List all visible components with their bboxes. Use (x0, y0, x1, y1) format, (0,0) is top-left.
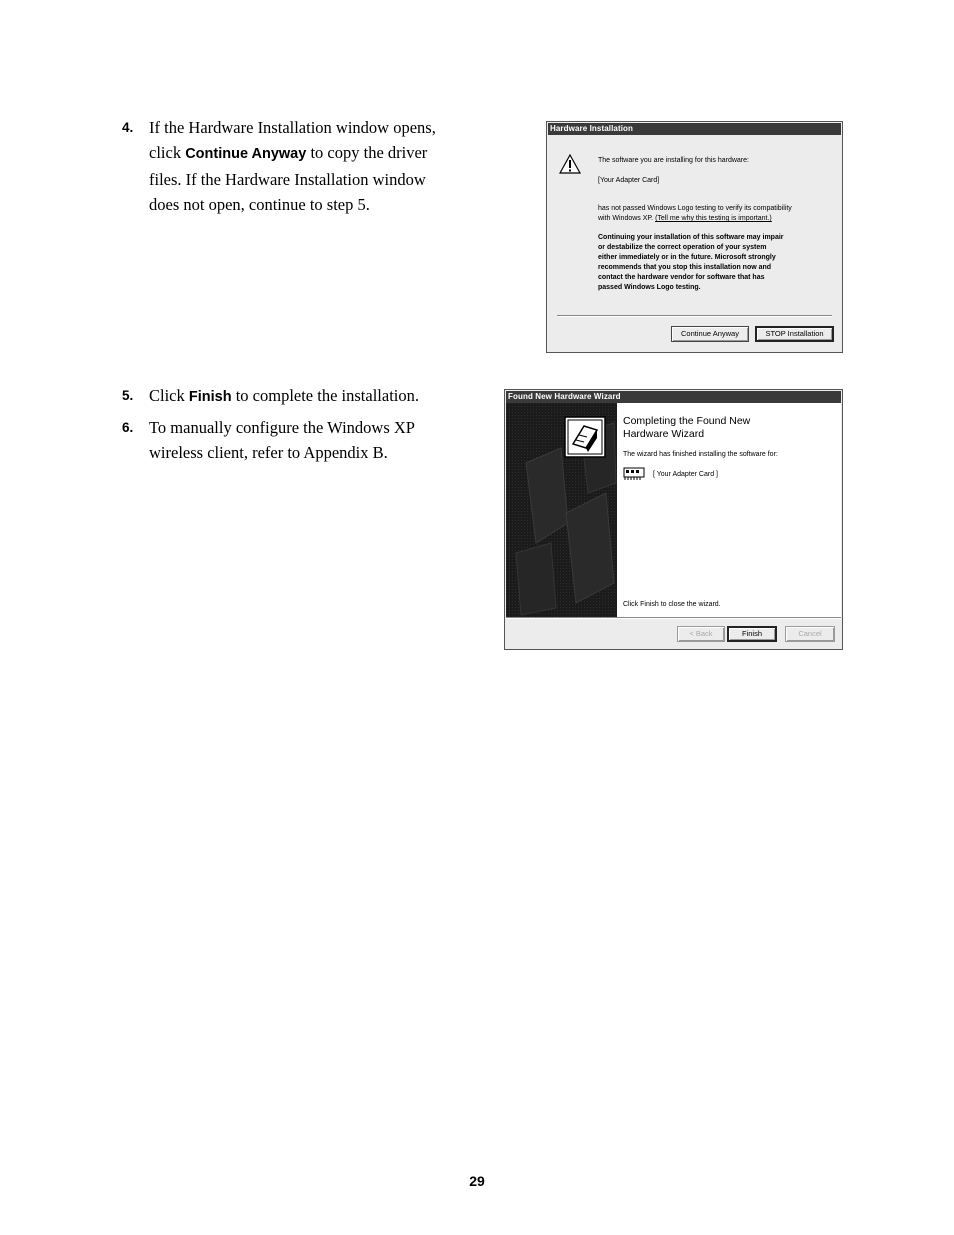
step-text-post: to copy the driver files. If the Hardware Installation window does not open, continue to step 5. (149, 143, 428, 214)
dialog-title: Hardware Installation (548, 123, 841, 135)
wizard-heading-line: Hardware Wizard (623, 428, 705, 440)
dialog-separator (557, 315, 832, 317)
tell-me-why-link[interactable]: (Tell me why this testing is important.) (655, 215, 772, 222)
step-text-pre: If the Hardware Installation window opens, click (149, 118, 436, 162)
step-number: 4. (122, 120, 134, 135)
finished-text: The wizard has finished installing the software for: (623, 451, 778, 458)
wizard-heading (623, 415, 823, 441)
warning-text (598, 233, 784, 293)
stop-installation-button[interactable]: STOP Installation (755, 326, 834, 342)
hardware-installation-dialog (546, 121, 843, 353)
logo-text-line: has not passed Windows Logo testing to verify its compatibility (598, 205, 792, 212)
back-button[interactable]: < Back (677, 626, 725, 642)
close-instruction: Click Finish to close the wizard. (623, 601, 721, 608)
step-6 (122, 415, 432, 465)
wizard-title: Found New Hardware Wizard (506, 391, 841, 403)
continue-anyway-button[interactable]: Continue Anyway (671, 326, 749, 342)
wizard-heading-line: Completing the Found New (623, 415, 751, 427)
step-5 (122, 383, 452, 410)
step-text: To manually configure the Windows XP wireless client, refer to Appendix B. (149, 418, 415, 462)
device-name: [ Your Adapter Card ] (653, 471, 718, 478)
warning-line: either immediately or in the future. Microsoft strongly (598, 254, 776, 261)
continue-anyway-keyword: Continue Anyway (185, 146, 307, 162)
adapter-card-icon (623, 467, 645, 481)
logo-text (598, 204, 792, 224)
hardware-wizard-icon (564, 416, 606, 458)
warning-line: recommends that you stop this installation now and (598, 264, 772, 271)
finish-button[interactable]: Finish (727, 626, 777, 642)
found-new-hardware-wizard (504, 389, 843, 650)
step-text (149, 383, 452, 410)
warning-line: contact the hardware vendor for software that has (598, 274, 765, 281)
step-4 (122, 115, 452, 217)
step-number: 5. (122, 388, 134, 403)
warning-line: passed Windows Logo testing. (598, 284, 701, 291)
step-text (149, 115, 452, 217)
finish-keyword: Finish (188, 389, 232, 405)
wizard-content (617, 403, 841, 617)
step-text-post: to complete the installation. (231, 386, 419, 405)
intro-text: The software you are installing for this hardware: (598, 157, 749, 164)
warning-icon (559, 154, 581, 174)
page-number: 29 (469, 1173, 485, 1189)
logo-text-line: with Windows XP. (598, 215, 656, 222)
step-number: 6. (122, 420, 134, 435)
cancel-button[interactable]: Cancel (785, 626, 835, 642)
wizard-separator (506, 617, 841, 619)
warning-line: Continuing your installation of this software may impair (598, 234, 784, 241)
warning-line: or destabilize the correct operation of your system (598, 244, 767, 251)
device-name: [Your Adapter Card] (598, 177, 660, 184)
step-text-pre: Click (149, 386, 189, 405)
